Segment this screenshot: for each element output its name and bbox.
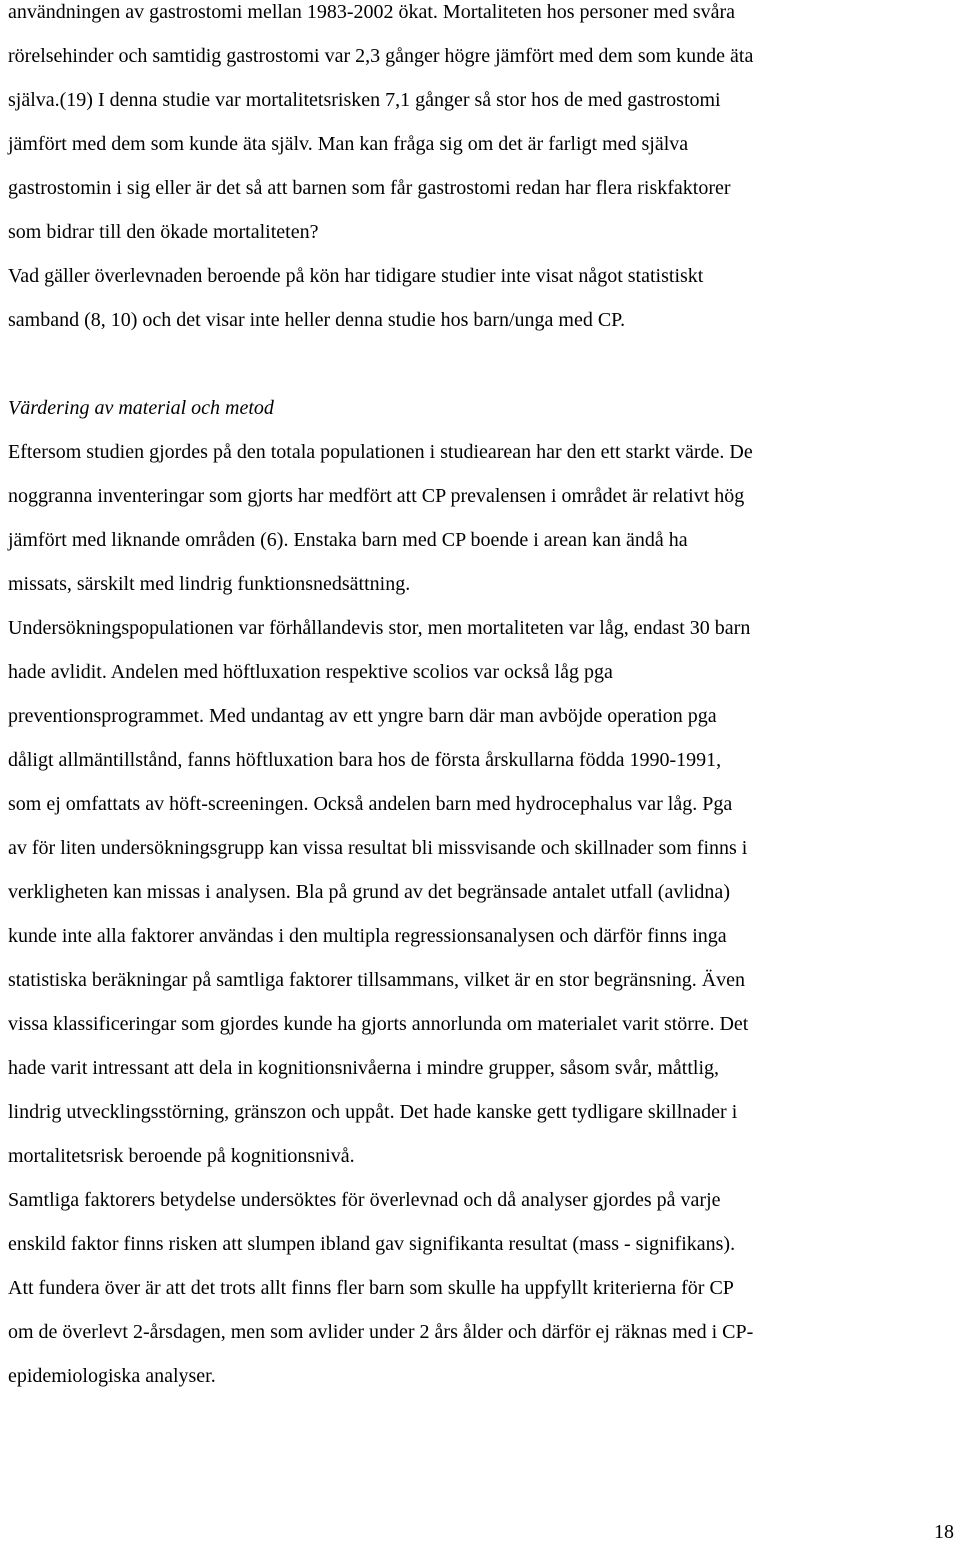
text-line: Att fundera över är att det trots allt finns fler barn som skulle ha uppfyllt kriterierna för CP xyxy=(8,1277,734,1299)
text-line: lindrig utvecklingsstörning, gränszon och uppåt. Det hade kanske gett tydligare skillnader i xyxy=(8,1101,738,1123)
text-line: noggranna inventeringar som gjorts har medfört att CP prevalensen i området är relativt hög xyxy=(8,485,745,507)
text-line: samband (8, 10) och det visar inte heller denna studie hos barn/unga med CP. xyxy=(8,309,626,331)
paragraph xyxy=(8,430,954,606)
section-heading-text: Värdering av material och metod xyxy=(8,397,274,419)
body-text xyxy=(8,0,954,1398)
text-line: användningen av gastrostomi mellan 1983-2002 ökat. Mortaliteten hos personer med svåra xyxy=(8,1,736,23)
text-line: epidemiologiska analyser. xyxy=(8,1365,216,1387)
text-line: rörelsehinder och samtidig gastrostomi var 2,3 gånger högre jämfört med dem som kunde äta xyxy=(8,45,754,67)
text-line: preventionsprogrammet. Med undantag av ett yngre barn där man avböjde operation pga xyxy=(8,705,717,727)
text-line: hade avlidit. Andelen med höftluxation respektive scolios var också låg pga xyxy=(8,661,613,683)
page-number: 18 xyxy=(934,1521,954,1543)
text-line: jämfört med liknande områden (6). Enstaka barn med CP boende i arean kan ändå ha xyxy=(8,529,688,551)
text-line: Eftersom studien gjordes på den totala populationen i studiearean har den ett starkt värde. De xyxy=(8,441,753,463)
text-line: om de överlevt 2-årsdagen, men som avlider under 2 års ålder och därför ej räknas med i CP- xyxy=(8,1321,754,1343)
paragraph xyxy=(8,1266,954,1398)
paragraph xyxy=(8,606,954,1178)
text-line: som bidrar till den ökade mortaliteten? xyxy=(8,221,319,243)
text-line: av för liten undersökningsgrupp kan vissa resultat bli missvisande och skillnader som finns i xyxy=(8,837,748,859)
paragraph xyxy=(8,0,954,254)
section-heading xyxy=(8,386,954,430)
text-line: dåligt allmäntillstånd, fanns höftluxation bara hos de första årskullarna födda 1990-1991, xyxy=(8,749,722,771)
text-line: statistiska beräkningar på samtliga faktorer tillsammans, vilket är en stor begränsning. Även xyxy=(8,969,746,991)
text-line: jämfört med dem som kunde äta själv. Man kan fråga sig om det är farligt med själva xyxy=(8,133,689,155)
text-line: mortalitetsrisk beroende på kognitionsnivå. xyxy=(8,1145,355,1167)
paragraph xyxy=(8,254,954,342)
text-line: missats, särskilt med lindrig funktionsnedsättning. xyxy=(8,573,411,595)
paragraph xyxy=(8,1178,954,1266)
text-line: själva.(19) I denna studie var mortalitetsrisken 7,1 gånger så stor hos de med gastrostomi xyxy=(8,89,721,111)
paragraph-gap xyxy=(8,342,954,386)
text-line: verkligheten kan missas i analysen. Bla på grund av det begränsade antalet utfall (avlidna) xyxy=(8,881,730,903)
text-line: Undersökningspopulationen var förhållandevis stor, men mortaliteten var låg, endast 30 barn xyxy=(8,617,751,639)
text-line: hade varit intressant att dela in kognitionsnivåerna i mindre grupper, såsom svår, måttlig, xyxy=(8,1057,719,1079)
text-line: kunde inte alla faktorer användas i den multipla regressionsanalysen och därför finns inga xyxy=(8,925,727,947)
text-line: Samtliga faktorers betydelse undersöktes för överlevnad och då analyser gjordes på varje xyxy=(8,1189,721,1211)
text-line: gastrostomin i sig eller är det så att barnen som får gastrostomi redan har flera riskfaktorer xyxy=(8,177,731,199)
text-line: som ej omfattats av höft-screeningen. Också andelen barn med hydrocephalus var låg. Pga xyxy=(8,793,733,815)
text-line: vissa klassificeringar som gjordes kunde ha gjorts annorlunda om materialet varit större. Det xyxy=(8,1013,749,1035)
text-line: Vad gäller överlevnaden beroende på kön har tidigare studier inte visat något statistiskt xyxy=(8,265,704,287)
text-line: enskild faktor finns risken att slumpen ibland gav signifikanta resultat (mass - signifikans). xyxy=(8,1233,736,1255)
